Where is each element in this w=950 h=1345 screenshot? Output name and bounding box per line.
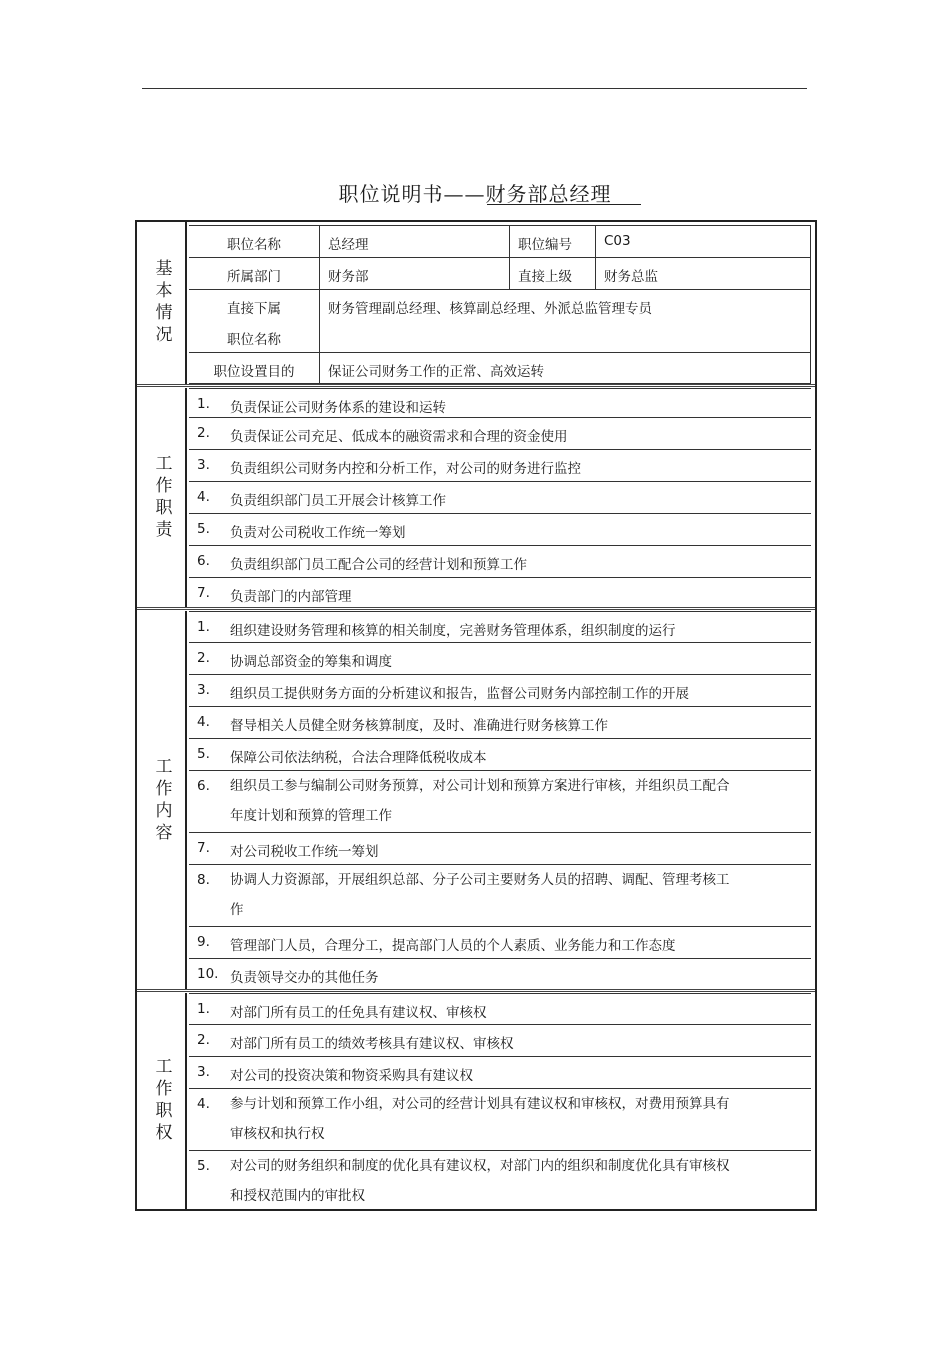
header-rule (142, 88, 807, 89)
section-separator (137, 384, 815, 387)
cell-position-name-label: 职位名称 (189, 225, 320, 258)
section-authority (137, 993, 815, 1209)
list-item: 2. 对部门所有员工的绩效考核具有建议权、审核权 (189, 1025, 811, 1057)
title-underline (487, 204, 641, 205)
list-item: 10. 负责领导交办的其他任务 (197, 966, 379, 986)
section-basic (137, 222, 815, 384)
cell-subordinates-label: 直接下属 职位名称 (189, 290, 320, 353)
list-item: 2. 协调总部资金的筹集和调度 (189, 643, 811, 675)
cell-position-name: 总经理 (320, 225, 510, 258)
list-item: 5. 对公司的财务组织和制度的优化具有建议权，对部门内的组织和制度优化具有审核权和授权范围内的审批权 (197, 1158, 730, 1204)
list-item: 2. 负责保证公司充足、低成本的融资需求和合理的资金使用 (189, 418, 811, 450)
list-item: 3. 负责组织公司财务内控和分析工作，对公司的财务进行监控 (189, 450, 811, 482)
list-item: 4. 督导相关人员健全财务核算制度，及时、准确进行财务核算工作 (189, 707, 811, 739)
content-list (189, 611, 811, 990)
cell-position-code-label: 职位编号 (510, 225, 596, 258)
list-item: 4. 负责组织部门员工开展会计核算工作 (189, 482, 811, 514)
list-item: 1. 组织建设财务管理和核算的相关制度，完善财务管理体系，组织制度的运行 (189, 611, 811, 643)
list-item: 3. 对公司的投资决策和物资采购具有建议权 (189, 1057, 811, 1089)
section-label-duties: 工作职责 (137, 388, 187, 608)
page-title: 职位说明书——财务部总经理 (338, 182, 612, 206)
section-separator (137, 607, 815, 610)
list-item: 6. 负责组织部门员工配合公司的经营计划和预算工作 (189, 546, 811, 578)
list-item: 4. 参与计划和预算工作小组，对公司的经营计划具有建议权和审核权，对费用预算具有审核权和执行权 (189, 1089, 811, 1151)
cell-superior: 财务总监 (596, 258, 811, 290)
list-item: 8. 协调人力资源部，开展组织总部、分子公司主要财务人员的招聘、调配、管理考核工作 (189, 865, 811, 927)
section-separator (137, 989, 815, 992)
basic-info-grid (189, 222, 811, 384)
list-item: 3. 组织员工提供财务方面的分析建议和报告，监督公司财务内部控制工作的开展 (189, 675, 811, 707)
cell-department: 财务部 (320, 258, 510, 290)
cell-position-code: C03 (596, 225, 811, 258)
section-label-content: 工作内容 (137, 611, 187, 990)
list-item: 5. 保障公司依法纳税，合法合理降低税收成本 (189, 739, 811, 771)
cell-purpose-label: 职位设置目的 (189, 353, 320, 384)
section-label-basic: 基本情况 (137, 222, 187, 384)
authority-list (189, 993, 811, 1209)
section-label-authority: 工作职权 (137, 993, 187, 1209)
list-item: 1. 负责保证公司财务体系的建设和运转 (189, 388, 811, 418)
section-content (137, 611, 815, 990)
list-item: 9. 管理部门人员，合理分工，提高部门人员的个人素质、业务能力和工作态度 (189, 927, 811, 959)
cell-purpose: 保证公司财务工作的正常、高效运转 (320, 353, 811, 384)
duties-list (189, 388, 811, 608)
cell-department-label: 所属部门 (189, 258, 320, 290)
job-description-table (135, 220, 817, 1211)
cell-superior-label: 直接上级 (510, 258, 596, 290)
list-item: 1. 对部门所有员工的任免具有建议权、审核权 (189, 993, 811, 1025)
list-item: 7. 对公司税收工作统一筹划 (189, 833, 811, 865)
section-duties (137, 388, 815, 608)
list-item: 7. 负责部门的内部管理 (197, 585, 352, 605)
list-item: 5. 负责对公司税收工作统一筹划 (189, 514, 811, 546)
cell-subordinates: 财务管理副总经理、核算副总经理、外派总监管理专员 (320, 290, 811, 353)
list-item: 6. 组织员工参与编制公司财务预算，对公司计划和预算方案进行审核，并组织员工配合年度计划和预算的管理工作 (189, 771, 811, 833)
